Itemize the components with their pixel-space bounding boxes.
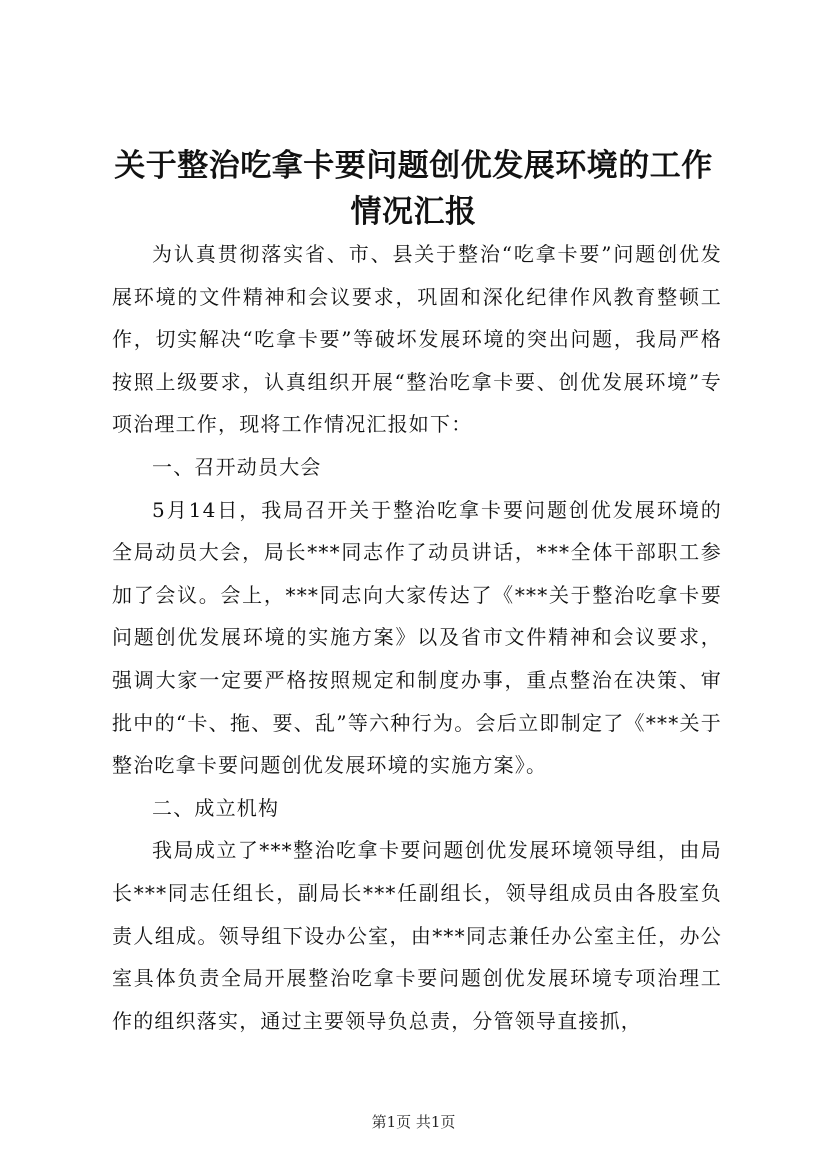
paragraph-section-2: 我局成立了***整治吃拿卡要问题创优发展环境领导组，由局长***同志任组长，副局长***任副组长，领导组成员由各股室负责人组成。领导组下设办公室，由***同志兼任办公室主任，办公室具体负责全局开展整治吃拿卡要问题创优发展环境专项治理工作的组织落实，通过主要领导负总责，分管领导直接抓， bbox=[112, 838, 722, 1033]
paragraph-intro: 为认真贯彻落实省、市、县关于整治“吃拿卡要”问题创优发展环境的文件精神和会议要求，巩固和深化纪律作风教育整顿工作，切实解决“吃拿卡要”等破坏发展环境的突出问题，我局严格按照上级要求，认真组织开展“整治吃拿卡要、创优发展环境”专项治理工作，现将工作情况汇报如下： bbox=[112, 242, 722, 437]
document-title: 关于整治吃拿卡要问题创优发展环境的工作情况汇报 bbox=[114, 148, 713, 230]
section-heading-2: 二、成立机构 bbox=[152, 795, 280, 820]
page-footer: 第1页 共1页 bbox=[371, 1113, 456, 1131]
section-heading-1: 一、召开动员大会 bbox=[152, 454, 322, 479]
paragraph-section-1: 5月14日，我局召开关于整治吃拿卡要问题创优发展环境的全局动员大会，局长***同志作了动员讲话，***全体干部职工参加了会议。会上，***同志向大家传达了《***关于整治吃拿卡要问题创优发展环境的实施方案》以及省市文件精神和会议要求，强调大家一定要严格按照规定和制度办事，重点整治在决策、审批中的“卡、拖、要、乱”等六种行为。会后立即制定了《***关于整治吃拿卡要问题创优发展环境的实施方案》。 bbox=[112, 497, 722, 778]
document-body bbox=[112, 233, 722, 1042]
